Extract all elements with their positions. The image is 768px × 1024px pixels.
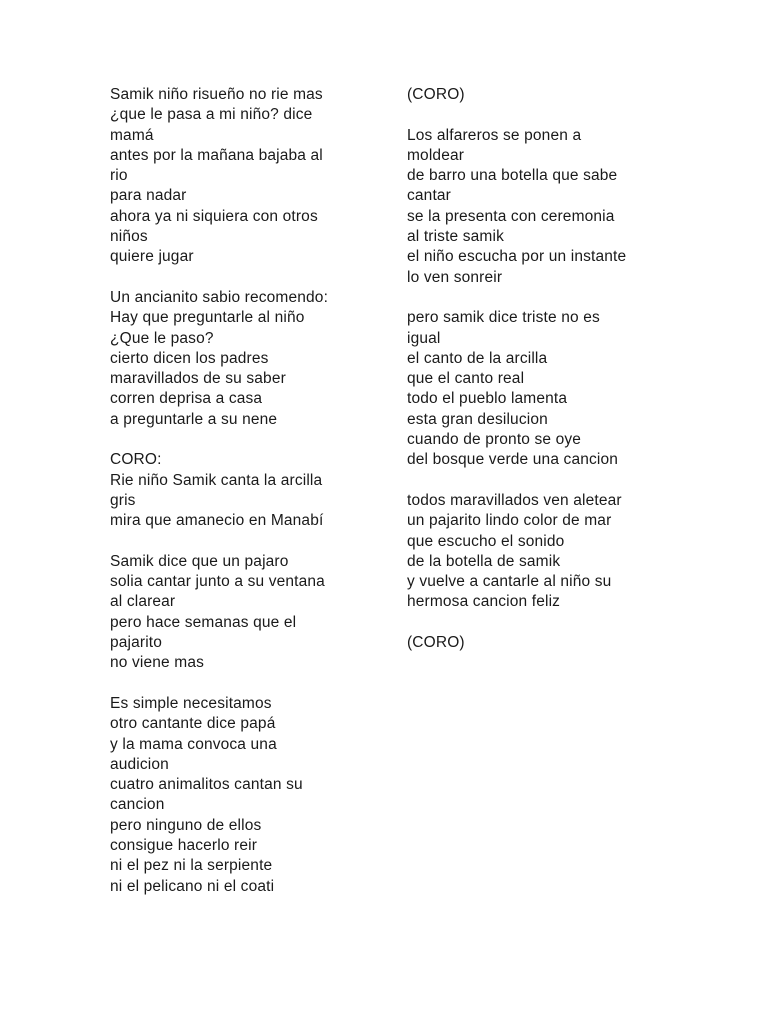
lyric-line: ni el pelicano ni el coati	[110, 877, 275, 895]
left-text-column	[110, 85, 380, 897]
lyric-line: audicion	[110, 755, 169, 773]
lyric-line: rio	[110, 167, 128, 185]
lyric-line: mira que amanecio en Manabí	[110, 512, 324, 530]
lyric-line: Es simple necesitamos	[110, 694, 272, 712]
lyric-line: ni el pez ni la serpiente	[110, 857, 273, 875]
lyric-line: igual	[407, 329, 441, 347]
stanza	[407, 308, 677, 470]
stanza	[407, 491, 677, 613]
lyric-line: consigue hacerlo reir	[110, 836, 258, 854]
stanza	[110, 85, 380, 268]
stanza-gap	[407, 105, 677, 125]
stanza	[110, 450, 380, 531]
lyric-line: y vuelve a cantarle al niño su	[407, 573, 612, 591]
stanza-gap	[110, 674, 380, 694]
lyric-line: hermosa cancion feliz	[407, 593, 561, 611]
stanza	[110, 288, 380, 430]
lyric-line: que escucho el sonido	[407, 532, 565, 550]
lyric-line: lo ven sonreir	[407, 268, 503, 286]
lyric-line: cuando de pronto se oye	[407, 431, 582, 449]
stanza	[407, 633, 677, 653]
lyric-line: del bosque verde una cancion	[407, 451, 619, 469]
lyric-line: ahora ya ni siquiera con otros	[110, 207, 318, 225]
stanza	[407, 126, 677, 288]
lyric-line: maravillados de su saber	[110, 370, 286, 388]
lyric-line: al triste samik	[407, 228, 504, 246]
lyric-line: cancion	[110, 796, 165, 814]
lyric-line: mamá	[110, 126, 154, 144]
lyric-line: todos maravillados ven aletear	[407, 491, 622, 509]
lyric-line: para nadar	[110, 187, 187, 205]
lyric-line: pero samik dice triste no es	[407, 309, 600, 327]
lyric-line: gris	[110, 491, 136, 509]
lyric-line: que el canto real	[407, 370, 525, 388]
lyric-line: antes por la mañana bajaba al	[110, 146, 323, 164]
lyric-line: ¿que le pasa a mi niño? dice	[110, 106, 313, 124]
lyric-line: niños	[110, 228, 148, 246]
lyric-line: otro cantante dice papá	[110, 715, 276, 733]
lyric-line: el canto de la arcilla	[407, 349, 548, 367]
lyric-line: Hay que preguntarle al niño	[110, 309, 305, 327]
lyric-line: pero ninguno de ellos	[110, 816, 262, 834]
lyric-line: Un ancianito sabio recomendo:	[110, 288, 329, 306]
lyric-line: Rie niño Samik canta la arcilla	[110, 471, 323, 489]
lyric-line: el niño escucha por un instante	[407, 248, 627, 266]
lyric-line: se la presenta con ceremonia	[407, 207, 615, 225]
lyric-line: pero hace semanas que el	[110, 613, 297, 631]
lyric-line: al clarear	[110, 593, 176, 611]
lyric-line: (CORO)	[407, 86, 465, 103]
lyric-line: (CORO)	[407, 634, 465, 652]
lyric-line: corren deprisa a casa	[110, 390, 263, 408]
lyric-line: moldear	[407, 146, 465, 164]
stanza-gap	[407, 288, 677, 308]
stanza-gap	[110, 532, 380, 552]
stanza-gap	[407, 613, 677, 633]
lyric-line: un pajarito lindo color de mar	[407, 512, 612, 530]
stanza-gap	[110, 268, 380, 288]
right-text-column	[407, 85, 677, 653]
lyric-line: y la mama convoca una	[110, 735, 277, 753]
lyric-line: cierto dicen los padres	[110, 349, 269, 367]
lyric-line: solia cantar junto a su ventana	[110, 573, 325, 591]
lyric-line: cantar	[407, 187, 451, 205]
lyric-line: Samik dice que un pajaro	[110, 552, 289, 570]
stanza	[110, 694, 380, 897]
lyric-line: Samik niño risueño no rie mas	[110, 86, 323, 103]
stanza	[110, 552, 380, 674]
lyric-line: de barro una botella que sabe	[407, 167, 618, 185]
lyric-line: todo el pueblo lamenta	[407, 390, 568, 408]
lyric-line: Los alfareros se ponen a	[407, 126, 582, 144]
lyric-line: no viene mas	[110, 654, 204, 672]
stanza-gap	[110, 430, 380, 450]
stanza-gap	[407, 471, 677, 491]
lyric-line: esta gran desilucion	[407, 410, 548, 428]
lyric-line: cuatro animalitos cantan su	[110, 776, 303, 794]
lyric-line: quiere jugar	[110, 248, 194, 266]
lyric-line: de la botella de samik	[407, 552, 561, 570]
lyric-line: CORO:	[110, 451, 162, 469]
lyric-line: ¿Que le paso?	[110, 329, 214, 347]
stanza	[407, 85, 677, 105]
lyric-line: a preguntarle a su nene	[110, 410, 278, 428]
lyric-line: pajarito	[110, 634, 163, 652]
